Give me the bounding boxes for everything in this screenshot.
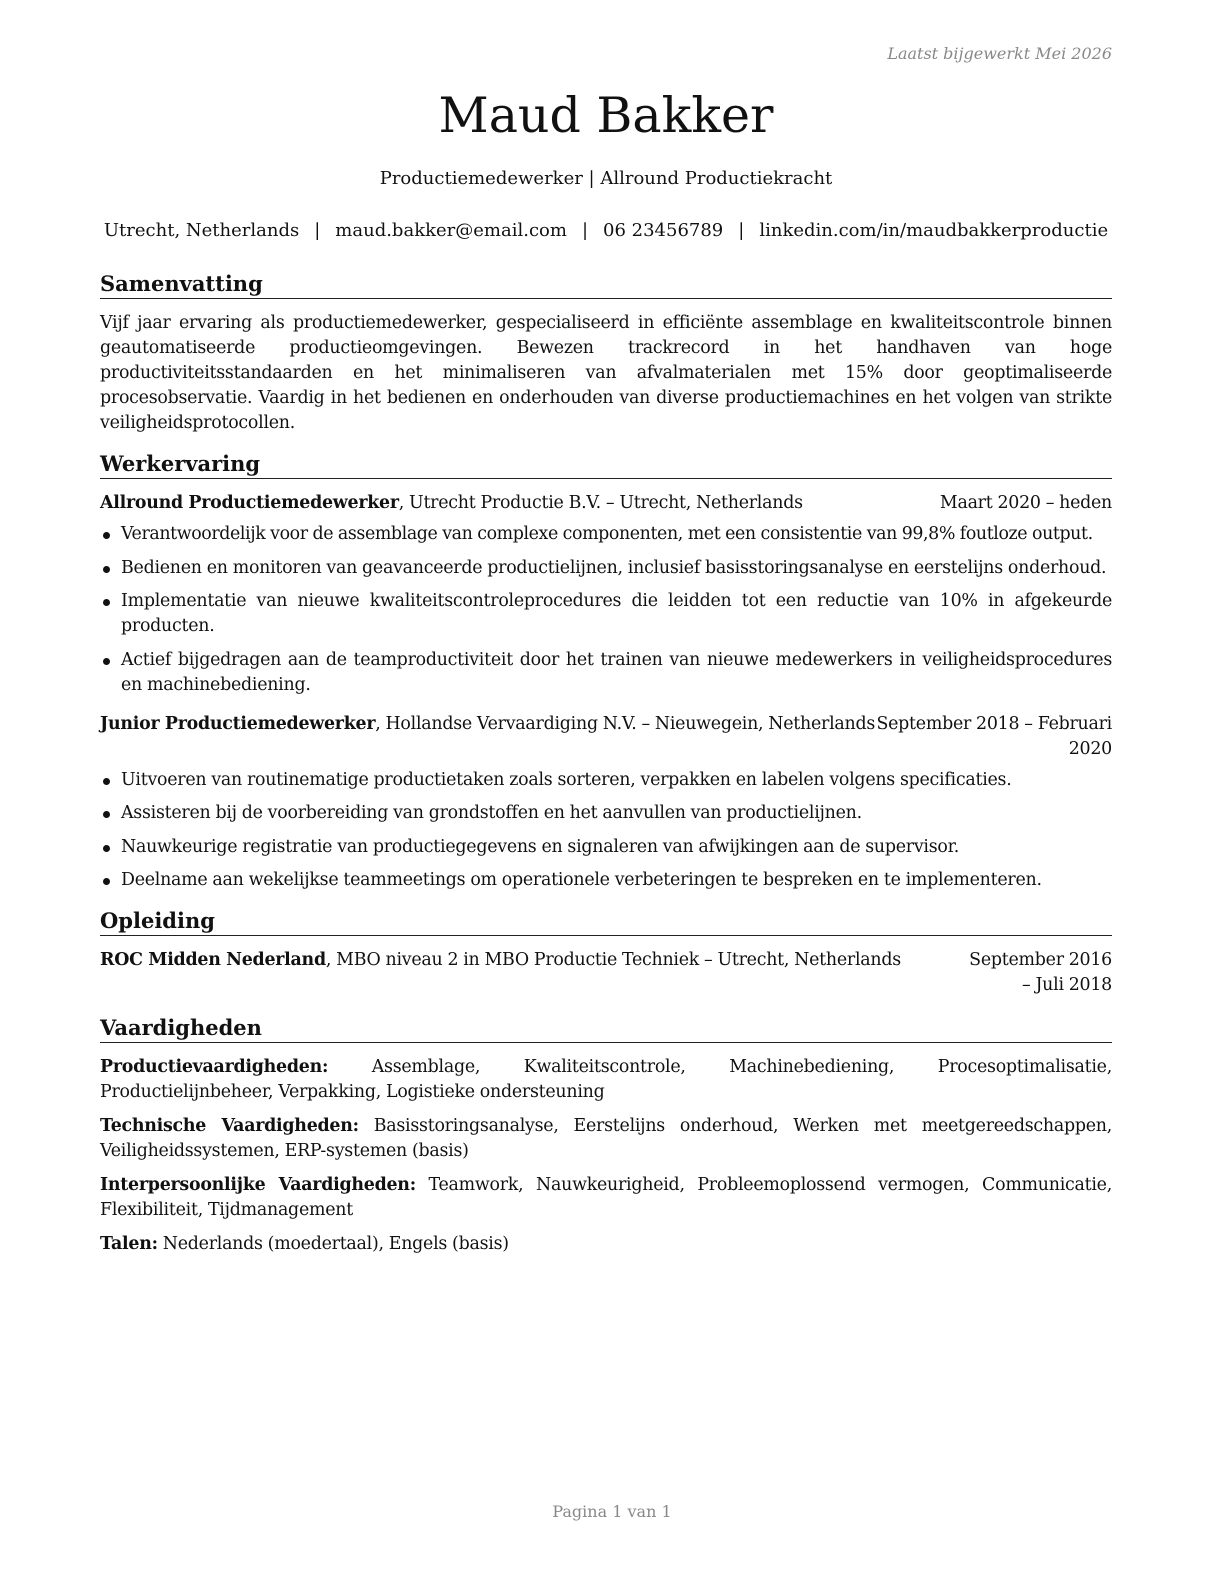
section-heading-experience: Werkervaring xyxy=(100,450,1112,479)
skill-group xyxy=(100,1114,1112,1164)
contact-separator: | xyxy=(581,220,589,241)
contact-linkedin[interactable]: linkedin.com/in/maudbakkerproductie xyxy=(759,220,1109,241)
skill-label: Technische Vaardigheden: xyxy=(100,1116,359,1136)
list-item: Actief bijgedragen aan de teamproductiviteit door het trainen van nieuwe medewerkers in veiligheidsprocedures en machinebediening. xyxy=(100,648,1112,698)
skill-group xyxy=(100,1173,1112,1223)
education-line xyxy=(100,948,901,998)
last-updated: Laatst bijgewerkt Mei 2026 xyxy=(887,44,1112,63)
contact-email[interactable]: maud.bakker@email.com xyxy=(335,220,567,241)
list-item: Assisteren bij de voorbereiding van grondstoffen en het aanvullen van productielijnen. xyxy=(100,801,1112,826)
skill-label: Talen: xyxy=(100,1234,158,1254)
skill-text: Basisstoringsanalyse, Eerstelijns onderhoud, Werken met meetgereedschappen, Veiligheidssystemen, ERP-systemen (basis) xyxy=(100,1116,1112,1161)
contact-location: Utrecht, Netherlands xyxy=(103,220,300,241)
section-heading-summary: Samenvatting xyxy=(100,270,1112,299)
skill-text: Teamwork, Nauwkeurigheid, Probleemoplossend vermogen, Communicatie, Flexibiliteit, Tijdmanagement xyxy=(100,1175,1112,1220)
contact-separator: | xyxy=(738,220,745,241)
job-bullets xyxy=(100,768,1112,894)
job-company: , Hollandse Vervaardiging N.V. – Nieuwegein, Netherlands xyxy=(375,713,876,734)
job-subtitle: Productiemedewerker | Allround Productiekracht xyxy=(379,168,833,189)
list-item: Uitvoeren van routinematige productietaken zoals sorteren, verpakken en labelen volgens specificaties. xyxy=(100,768,1112,793)
section-heading-skills: Vaardigheden xyxy=(100,1014,1112,1043)
skill-label: Interpersoonlijke Vaardigheden: xyxy=(100,1175,416,1195)
job-company: , Utrecht Productie B.V. – Utrecht, Netherlands xyxy=(398,493,803,513)
page-number: Pagina 1 van 1 xyxy=(552,1502,672,1521)
education-entry xyxy=(100,948,1112,998)
job-dates: Maart 2020 – heden xyxy=(939,493,1112,513)
skill-group xyxy=(100,1055,1112,1105)
list-item: Bedienen en monitoren van geavanceerde productielijnen, inclusief basisstoringsanalyse en eerstelijns onderhoud. xyxy=(100,556,1112,581)
list-item: Implementatie van nieuwe kwaliteitscontroleprocedures die leidden tot een reductie van 10% in afgekeurde producten. xyxy=(100,589,1112,639)
job-title: Allround Productiemedewerker xyxy=(100,493,399,513)
education-school: ROC Midden Nederland xyxy=(100,950,326,970)
section-heading-education: Opleiding xyxy=(100,907,1112,936)
skill-label: Productievaardigheden: xyxy=(100,1057,329,1077)
job-entry xyxy=(100,712,1112,894)
job-title-line xyxy=(100,712,875,762)
job-entry xyxy=(100,491,1112,698)
education-dates: September 2016 – Juli 2018 xyxy=(969,950,1112,995)
skill-text: Assemblage, Kwaliteitscontrole, Machinebediening, Procesoptimalisatie, Productielijnbeheer, Verpakking, Logistieke ondersteuning xyxy=(100,1057,1112,1102)
list-item: Verantwoordelijk voor de assemblage van complexe componenten, met een consistentie van 99,8% foutloze output. xyxy=(100,522,1112,547)
contact-phone: 06 23456789 xyxy=(603,220,724,241)
job-header xyxy=(100,712,1112,762)
job-title-line xyxy=(100,491,803,516)
contact-line xyxy=(100,219,1112,243)
job-header xyxy=(100,491,1112,516)
skill-text: Nederlands (moedertaal), Engels (basis) xyxy=(157,1234,509,1254)
contact-separator: | xyxy=(314,220,321,241)
list-item: Deelname aan wekelijkse teammeetings om operationele verbeteringen te bespreken en te implementeren. xyxy=(100,868,1112,893)
resume-content xyxy=(100,270,1112,1266)
candidate-name: Maud Bakker xyxy=(438,87,774,144)
job-dates: September 2018 – Februari 2020 xyxy=(876,713,1112,759)
job-title: Junior Productiemedewerker xyxy=(100,713,376,734)
education-detail: , MBO niveau 2 in MBO Productie Techniek – Utrecht, Netherlands xyxy=(325,950,901,970)
list-item: Nauwkeurige registratie van productiegegevens en signaleren van afwijkingen aan de supervisor. xyxy=(100,835,1112,860)
job-bullets xyxy=(100,522,1112,698)
skill-group xyxy=(100,1232,1112,1257)
summary-text: Vijf jaar ervaring als productiemedewerker, gespecialiseerd in efficiënte assemblage en kwaliteitscontrole binnen geautomatiseerde productieomgevingen. Bewezen trackrecord in het handhaven van hoge productiviteitsstandaarden en het minimaliseren van afvalmaterialen met 15% door geoptimaliseerde procesobservatie. Vaardig in het bedienen en onderhouden van diverse productiemachines en het volgen van strikte veiligheidsprotocollen. xyxy=(100,313,1112,433)
